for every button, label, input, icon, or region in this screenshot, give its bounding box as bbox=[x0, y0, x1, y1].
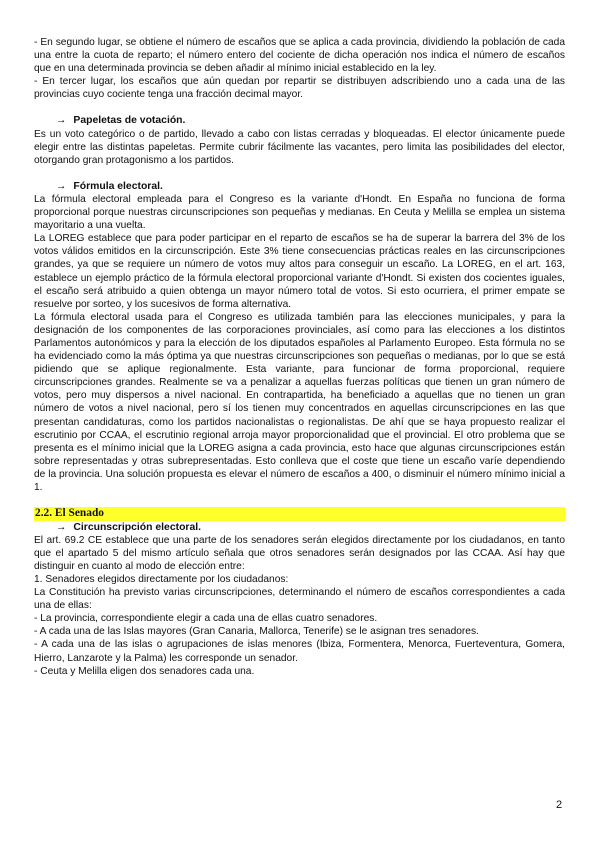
senado-heading bbox=[56, 521, 565, 534]
senado-paragraph-7: - Ceuta y Melilla eligen dos senadores cada una. bbox=[34, 665, 255, 677]
arrow-right-icon: → bbox=[56, 115, 67, 127]
formula-paragraph-1: La fórmula electoral empleada para el Congreso es la variante d'Hondt. En España no funciona de forma proporcional porque nuestras circunscripciones son pequeñas y medianas. En Ceuta y Melilla se emplea un sistema mayoritario a una vuelta. bbox=[34, 193, 565, 232]
formula-heading-label: Fórmula electoral. bbox=[73, 180, 163, 192]
document-page bbox=[34, 36, 565, 678]
senado-paragraph-5: - A cada una de las Islas mayores (Gran Canaria, Mallorca, Tenerife) se le asignan tres senadores. bbox=[34, 626, 479, 638]
arrow-right-icon: → bbox=[56, 180, 67, 192]
formula-paragraph-2: La LOREG establece que para poder participar en el reparto de escaños se ha de superar la barrera del 3% de los votos válidos emitidos en la circunscripción. Este 3% tiene consecuencias prácticas reales en las circunscripciones grandes, ya que se requiere un número de votos muy altos para conseguir un escaño. La LOREG, en el art. 163, establece un ejemplo práctico de la fórmula electoral proporcional variante d'Hondt. Si existen dos cocientes iguales, el escaño será atribuido a quien obtenga un mayor número total de votos. Si esto ocurriera, el primer empate se resuelve por sorteo, y los sucesivos de forma alternativa. bbox=[34, 233, 565, 310]
senado-heading-label: Circunscripción electoral. bbox=[73, 521, 202, 533]
senado-paragraph-1: El art. 69.2 CE establece que una parte de los senadores serán elegidos directamente por los ciudadanos, en tanto que el apartado 5 del mismo artículo señala que otros senadores serán designados por las CCAA. Así hay que distinguir en cuanto al modo de elección entre: bbox=[34, 534, 565, 572]
intro-paragraph-1: - En segundo lugar, se obtiene el número de escaños que se aplica a cada provincia, dividiendo la población de cada una entre la cuota de reparto; el número entero del cociente de dicha operación nos indica el número de escaños que en una determinada provincia se deben añadir al mínimo inicial establecido en la ley. bbox=[34, 37, 565, 75]
formula-paragraph-3: La fórmula electoral usada para el Congreso es utilizada también para las elecciones municipales, y para la designación de los componentes de las corporaciones provinciales, así como para las elecciones a los distintos Parlamentos autonómicos y para la elección de los diputados españoles al Parlamento Europeo. Esta fórmula no se ha evidenciado como la más óptima ya que nuestras circunscripciones son pequeñas o medianas, por lo que se está pidiendo que se aplique regionalmente. Esta variante, para funcionar de forma proporcional, requiere circunscripciones grandes. Realmente se va a penalizar a aquellas fuerzas políticas que tienen un gran número de votos, pero muy dispersos a nivel nacional. En contrapartida, ha beneficiado a aquellas que no tienen un gran número de votos a nivel nacional, pero sí los tienen muy concentrados en aquellas circunscripciones en las que presentan candidaturas, como los partidos nacionalistas o regionalistas. De ahí que se haya propuesto realizar el escrutinio por CCAA, el escrutinio regional arroja mayor proporcionalidad que el provincial. El otro problema que se presenta es el mínimo inicial que la LOREG asigna a cada provincia, esto hace que algunas circunscripciones están sobre representadas y otras subrepresentadas. Esto conlleva que el coste que tiene un escaño varíe dependiendo de la provincia. Una solución propuesta es elevar el número de escaños a 400, o disminuir el número mínimo inicial a 1. bbox=[34, 311, 565, 493]
senado-section-title: 2.2. El Senado bbox=[34, 507, 565, 521]
senado-paragraph-4: - La provincia, correspondiente elegir a cada una de ellas cuatro senadores. bbox=[34, 613, 378, 625]
papeletas-heading bbox=[56, 114, 565, 127]
page-number: 2 bbox=[556, 799, 563, 811]
senado-paragraph-3: La Constitución ha previsto varias circunscripciones, determinando el número de escaños correspondientes a cada una de ellas: bbox=[34, 587, 565, 612]
formula-heading bbox=[56, 180, 565, 193]
papeletas-heading-label: Papeletas de votación. bbox=[73, 115, 186, 127]
senado-paragraph-6: - A cada una de las islas o agrupaciones de islas menores (Ibiza, Formentera, Menorca, Fuerteventura, Gomera, Hierro, Lanzarote y la Palma) les corresponde un senador. bbox=[34, 639, 565, 664]
papeletas-paragraph-1: Es un voto categórico o de partido, llevado a cabo con listas cerradas y bloqueadas. El elector únicamente puede elegir entre las distintas papeletas. Permite cubrir fácilmente las vacantes, pero limita las posibilidades del elector, otorgando gran protagonismo a los partidos. bbox=[34, 128, 565, 166]
senado-paragraph-2: 1. Senadores elegidos directamente por los ciudadanos: bbox=[34, 573, 289, 585]
arrow-right-icon: → bbox=[56, 521, 67, 533]
intro-paragraph-2: - En tercer lugar, los escaños que aún quedan por repartir se distribuyen adscribiendo uno a cada una de las provincias cuyo cociente tenga una fracción decimal mayor. bbox=[34, 76, 565, 101]
